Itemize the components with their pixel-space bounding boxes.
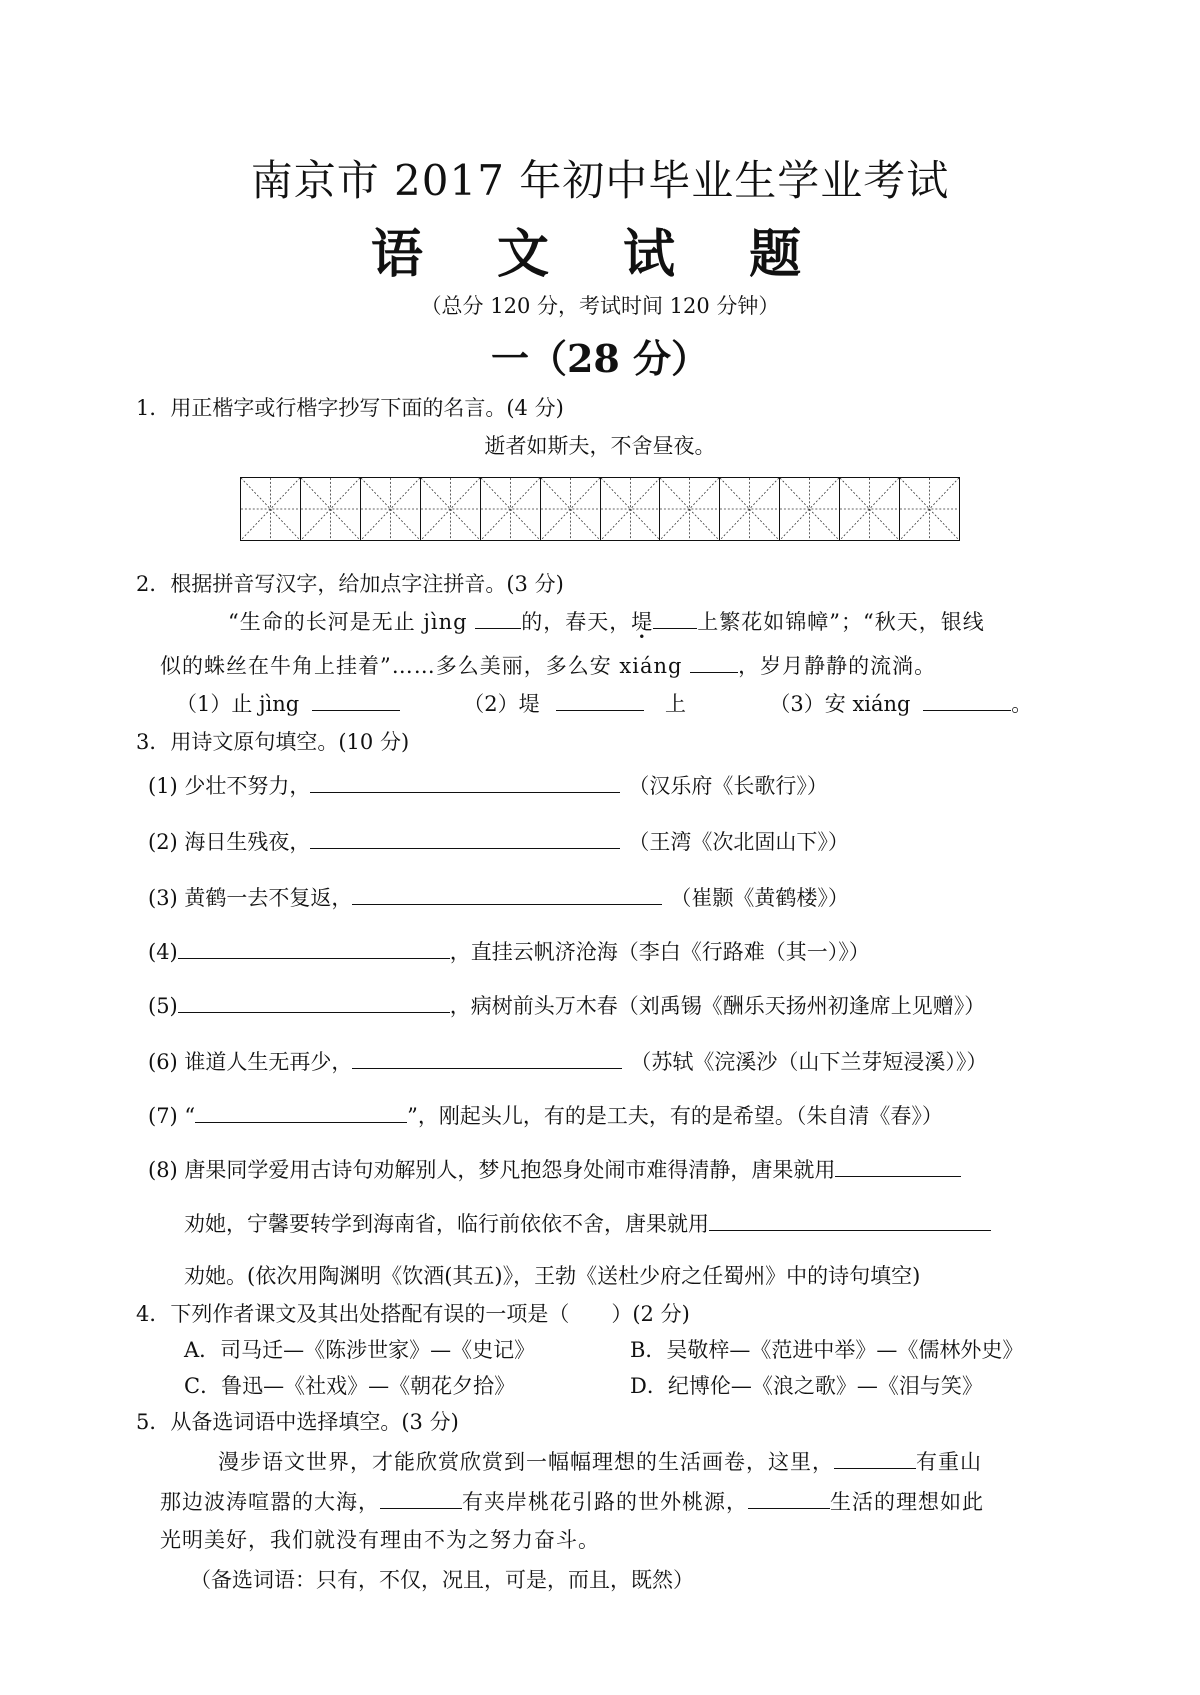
- q3-item-8-line3: 劝她。(依次用陶渊明《饮酒(其五)》，王勃《送杜少府之任蜀州》中的诗句填空): [184, 1264, 921, 1288]
- blank[interactable]: [653, 608, 697, 629]
- grid-cell[interactable]: [361, 478, 421, 540]
- grid-cell[interactable]: [900, 478, 959, 540]
- q1-quote: 逝者如斯夫，不舍昼夜。: [484, 434, 716, 458]
- grid-cell[interactable]: [601, 478, 661, 540]
- q3-item-3: (3) 黄鹤一去不复返， （崔颢《黄鹤楼》）: [148, 886, 849, 910]
- answer-blank-1[interactable]: [312, 690, 400, 711]
- q2-passage-line2: 似的蛛丝在牛角上挂着”……多么美丽，多么安 xiáng ，岁月静静的流淌。: [160, 654, 937, 678]
- q3-item-1: (1) 少壮不努力， （汉乐府《长歌行》）: [148, 774, 828, 798]
- q4-option-a[interactable]: A．司马迁—《陈涉世家》—《史记》: [184, 1338, 536, 1362]
- blank[interactable]: [834, 1448, 916, 1469]
- subject-title: 语 文 试 题: [370, 224, 830, 285]
- blank[interactable]: [748, 1488, 830, 1509]
- q3-item-2: (2) 海日生残夜， （王湾《次北固山下》）: [148, 830, 849, 854]
- q5-passage-line2: 那边波涛喧嚣的大海， 有夹岸桃花引路的世外桃源， 生活的理想如此: [160, 1490, 984, 1514]
- q3-item-8-line2: 劝她，宁馨要转学到海南省，临行前依依不舍，唐果就用: [184, 1208, 991, 1238]
- q4-option-b[interactable]: B．吴敬梓—《范进中举》—《儒林外史》: [630, 1338, 1024, 1362]
- q1-prompt: 1．用正楷字或行楷字抄写下面的名言。(4 分): [136, 396, 564, 420]
- q3-prompt: 3．用诗文原句填空。(10 分): [136, 730, 410, 754]
- exam-meta: （总分 120 分，考试时间 120 分钟）: [420, 294, 780, 318]
- q5-prompt: 5．从备选词语中选择填空。(3 分): [136, 1410, 459, 1434]
- grid-cell[interactable]: [720, 478, 780, 540]
- blank[interactable]: [310, 828, 620, 849]
- grid-cell[interactable]: [541, 478, 601, 540]
- q4-option-c[interactable]: C．鲁迅—《社戏》—《朝花夕拾》: [184, 1374, 516, 1398]
- q5-passage-line1: 漫步语文世界，才能欣赏欣赏到一幅幅理想的生活画卷，这里， 有重山: [218, 1450, 982, 1474]
- q5-options: （备选词语：只有，不仅，况且，可是，而且，既然）: [190, 1568, 694, 1592]
- grid-cell[interactable]: [780, 478, 840, 540]
- grid-cell[interactable]: [660, 478, 720, 540]
- exam-title: 南京市 2017 年初中毕业生学业考试: [250, 156, 950, 205]
- q2-prompt: 2．根据拼音写汉字，给加点字注拼音。(3 分): [136, 572, 564, 596]
- blank[interactable]: [380, 1488, 462, 1509]
- q4-prompt: 4．下列作者课文及其出处搭配有误的一项是（ ）(2 分): [136, 1302, 690, 1326]
- blank[interactable]: [475, 608, 521, 629]
- q3-item-5: (5) ，病树前头万木春（刘禹锡《酬乐天扬州初逢席上见赠》）: [148, 994, 986, 1018]
- answer-blank-3[interactable]: [923, 690, 1011, 711]
- grid-cell[interactable]: [481, 478, 541, 540]
- blank[interactable]: [352, 884, 662, 905]
- blank[interactable]: [352, 1048, 622, 1069]
- dotted-char: 堤: [631, 610, 654, 634]
- q5-passage-line3: 光明美好，我们就没有理由不为之努力奋斗。: [160, 1528, 600, 1552]
- blank[interactable]: [709, 1210, 991, 1231]
- blank[interactable]: [195, 1102, 407, 1123]
- q3-item-6: (6) 谁道人生无再少， （苏轼《浣溪沙（山下兰芽短浸溪）》）: [148, 1050, 988, 1074]
- q3-item-4: (4) ，直挂云帆济沧海（李白《行路难（其一）》）: [148, 940, 870, 964]
- q4-option-d[interactable]: D．纪博伦—《浪之歌》—《泪与笑》: [630, 1374, 983, 1398]
- answer-blank-2[interactable]: [556, 690, 644, 711]
- writing-grid[interactable]: [240, 477, 960, 541]
- blank[interactable]: [178, 938, 450, 959]
- section-heading: 一（28 分）: [490, 336, 710, 381]
- q2-answers: （1）止 jìng （2）堤 上 （3）安 xiáng 。: [176, 692, 1033, 716]
- grid-cell[interactable]: [241, 478, 301, 540]
- blank[interactable]: [178, 992, 450, 1013]
- blank[interactable]: [690, 652, 738, 673]
- q3-item-7: (7) “ ”，刚起头儿，有的是工夫，有的是希望。（朱自清《春》）: [148, 1104, 943, 1128]
- q3-item-8: (8) 唐果同学爱用古诗句劝解别人，梦凡抱怨身处闹市难得清静，唐果就用: [148, 1154, 961, 1184]
- blank[interactable]: [835, 1156, 961, 1177]
- q2-passage-line1: “生命的长河是无止 jìng 的，春天，堤 上繁花如锦幛”；“秋天，银线: [228, 610, 985, 634]
- blank[interactable]: [310, 772, 620, 793]
- grid-cell[interactable]: [421, 478, 481, 540]
- grid-cell[interactable]: [840, 478, 900, 540]
- grid-cell[interactable]: [301, 478, 361, 540]
